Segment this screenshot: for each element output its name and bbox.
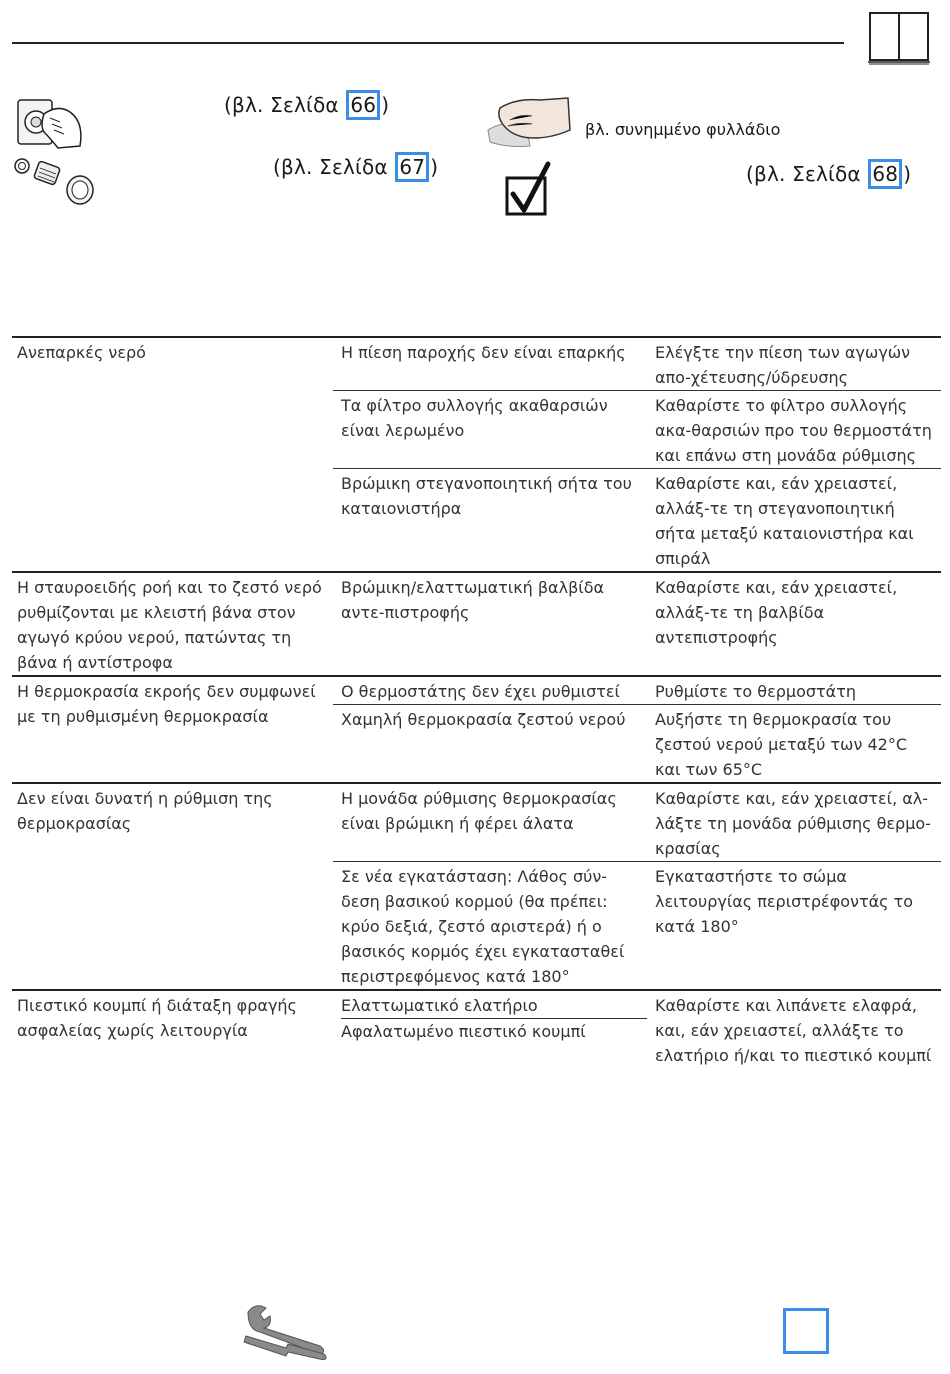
page-number-box (783, 1308, 829, 1354)
cartridge-parts-icon (12, 152, 96, 208)
page-link-67[interactable]: 67 (395, 152, 429, 182)
cause-cell: Η πίεση παροχής δεν είναι επαρκής (333, 337, 647, 391)
ref-suffix: ) (430, 155, 439, 179)
cause-cell: Ο θερμοστάτης δεν έχει ρυθμιστεί (333, 676, 647, 705)
wrench-screwdriver-icon (242, 1302, 328, 1360)
cause-cell: Σε νέα εγκατάσταση: Λάθος σύν-δεση βασικού κορμού (θα πρέπει: κρύο δεξιά, ζεστό αριστερά) ή ο βασικός κορμός έχει εγκατασταθεί περιστρεφόμενος κατά 180° (333, 862, 647, 991)
remedy-cell: Καθαρίστε το φίλτρο συλλογής ακα-θαρσιών προ του θερμοστάτη και επάνω στη μονάδα ρύθμισης (647, 391, 941, 469)
cause-cell: Βρώμικη στεγανοποιητική σήτα του καταιονιστήρα (333, 469, 647, 573)
cause-cell: Τα φίλτρο συλλογής ακαθαρσιών είναι λερωμένο (333, 391, 647, 469)
fault-cell: Ανεπαρκές νερό (12, 337, 333, 572)
remedy-cell: Καθαρίστε και, εάν χρειαστεί, αλλάξ-τε τη στεγανοποιητική σήτα μεταξύ καταιονιστήρα και σπιράλ (647, 469, 941, 573)
remedy-cell: Αυξήστε τη θερμοκρασία του ζεστού νερού μεταξύ των 42°C και των 65°C (647, 705, 941, 784)
fault-cell: Πιεστικό κουμπί ή διάταξη φραγής ασφαλείας χωρίς λειτουργία (12, 990, 333, 1068)
page-reference-67 (273, 152, 438, 182)
page-link-68[interactable]: 68 (868, 159, 902, 189)
remedy-cell: Καθαρίστε και, εάν χρειαστεί, αλλάξ-τε τη βαλβίδα αντεπιστροφής (647, 572, 941, 676)
brochure-reference: βλ. συνημμένο φυλλάδιο (585, 120, 781, 139)
ref-suffix: ) (903, 162, 912, 186)
troubleshooting-table (12, 336, 941, 1068)
cause-cell: Βρώμικη/ελαττωματική βαλβίδα αντε-πιστροφής (333, 572, 647, 676)
page-reference-68 (746, 159, 911, 189)
table-row (12, 676, 941, 705)
fault-cell: Η θερμοκρασία εκροής δεν συμφωνεί με τη ρυθμισμένη θερμοκρασία (12, 676, 333, 783)
cause-cell: Αφαλατωμένο πιεστικό κουμπί (341, 1018, 647, 1044)
header-rule (12, 42, 844, 44)
page-link-66[interactable]: 66 (346, 90, 380, 120)
table-row (12, 572, 941, 676)
table-row (12, 337, 941, 391)
fault-cell: Δεν είναι δυνατή η ρύθμιση της θερμοκρασίας (12, 783, 333, 990)
ref-suffix: ) (381, 93, 390, 117)
ref-prefix: (βλ. Σελίδα (746, 162, 868, 186)
cause-cell: Η μονάδα ρύθμισης θερμοκρασίας είναι βρώμικη ή φέρει άλατα (333, 783, 647, 862)
checked-box-icon (504, 160, 552, 218)
ref-prefix: (βλ. Σελίδα (273, 155, 395, 179)
table-row (12, 783, 941, 862)
cause-cell: Χαμηλή θερμοκρασία ζεστού νερού (333, 705, 647, 784)
open-book-icon (866, 10, 932, 66)
ref-prefix: (βλ. Σελίδα (224, 93, 346, 117)
remedy-cell: Εγκαταστήστε το σώμα λειτουργίας περιστρέφοντάς το κατά 180° (647, 862, 941, 991)
page-reference-66 (224, 90, 389, 120)
table-row (12, 990, 941, 1068)
remedy-cell: Καθαρίστε και, εάν χρειαστεί, αλ-λάξτε τη μονάδα ρύθμισης θερμο-κρασίας (647, 783, 941, 862)
cause-cell: Ελαττωματικό ελατήριο (341, 996, 538, 1015)
fault-cell: Η σταυροειδής ροή και το ζεστό νερό ρυθμίζονται με κλειστή βάνα στον αγωγό κρύου νερού, πατώντας τη βάνα ή αντίστροφα (12, 572, 333, 676)
hand-turning-valve-icon (14, 92, 88, 150)
remedy-cell: Ρυθμίστε το θερμοστάτη (647, 676, 941, 705)
hand-cleaning-cloth-icon (486, 94, 572, 150)
remedy-cell: Καθαρίστε και λιπάνετε ελαφρά, και, εάν χρειαστεί, αλλάξτε το ελατήριο ή/και το πιεστικό κουμπί (647, 990, 941, 1068)
cause-cell-group (333, 990, 647, 1068)
remedy-cell: Ελέγξτε την πίεση των αγωγών απο-χέτευσης/ύδρευσης (647, 337, 941, 391)
